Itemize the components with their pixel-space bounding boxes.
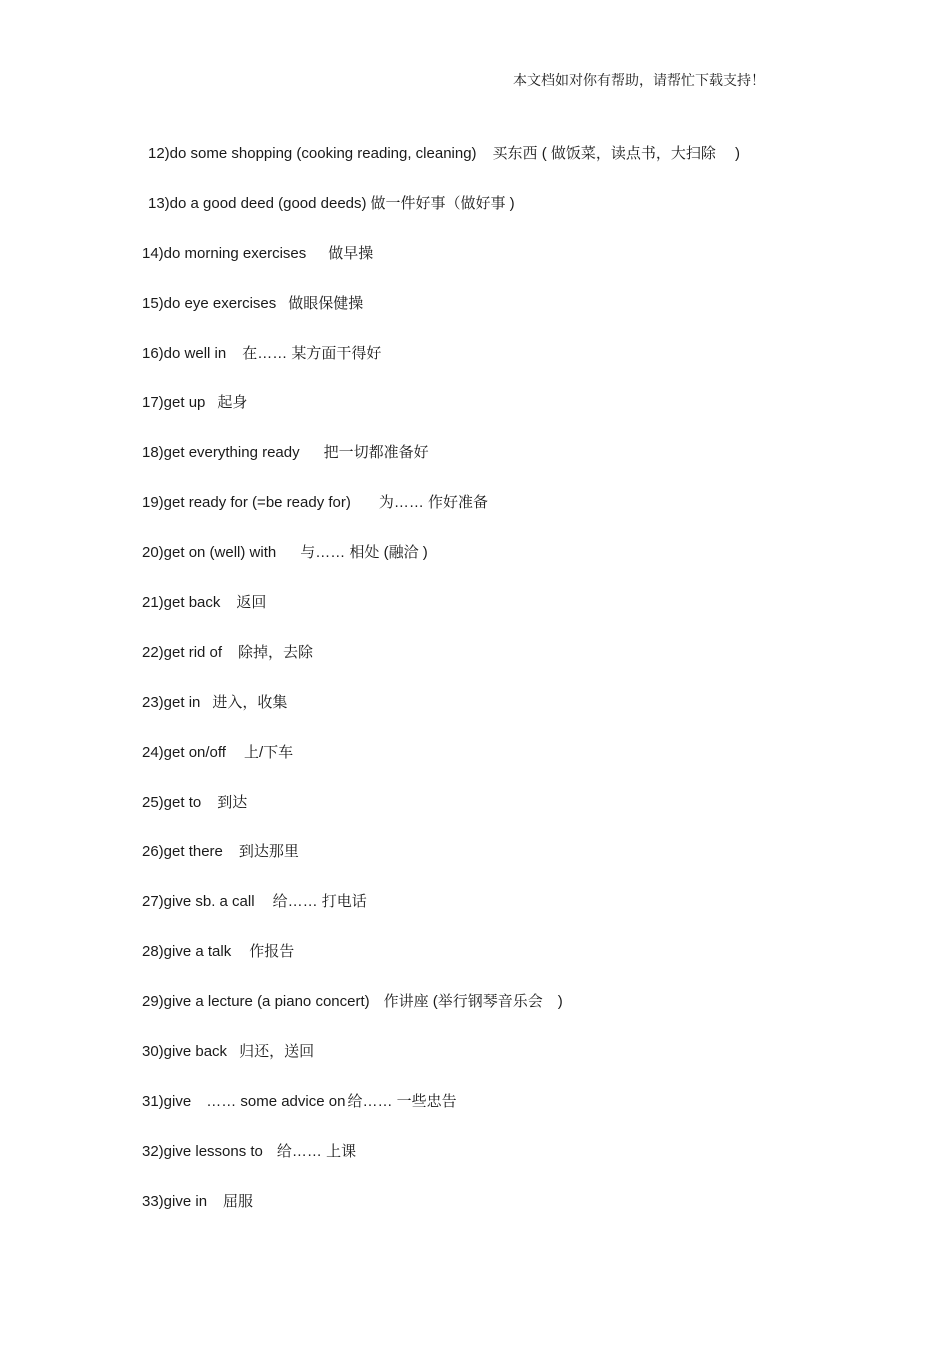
list-item bbox=[142, 592, 822, 642]
phrase-english: 24)get on/off bbox=[142, 743, 226, 761]
phrase-english: 18)get everything ready bbox=[142, 444, 300, 462]
phrase-chinese: 作讲座 (举行钢琴音乐会 ) bbox=[383, 993, 563, 1011]
list-item bbox=[142, 143, 822, 193]
phrase-english: 14)do morning exercises bbox=[142, 244, 307, 262]
list-item bbox=[142, 1191, 822, 1241]
phrase-chinese: 进入，收集 bbox=[212, 693, 288, 711]
phrase-chinese: 上/下车 bbox=[243, 743, 294, 761]
phrase-chinese: 到达 bbox=[217, 793, 248, 811]
phrase-chinese: 给…… 打电话 bbox=[272, 893, 367, 911]
list-item bbox=[142, 1041, 822, 1091]
phrase-chinese: 给…… 一些忠告 bbox=[347, 1092, 457, 1110]
list-item bbox=[142, 392, 822, 442]
phrase-list bbox=[142, 143, 822, 1241]
list-item bbox=[142, 243, 822, 293]
list-item bbox=[142, 891, 822, 941]
phrase-chinese: 买东西 ( 做饭菜，读点书，大扫除 ) bbox=[492, 145, 741, 162]
phrase-english: 20)get on (well) with bbox=[142, 544, 277, 562]
phrase-english: 29)give a lecture (a piano concert) bbox=[142, 993, 370, 1011]
phrase-chinese: 给…… 上课 bbox=[276, 1142, 357, 1160]
phrase-english: 13)do a good deed (good deeds) bbox=[148, 194, 367, 212]
phrase-chinese: 作报告 bbox=[249, 943, 295, 961]
phrase-chinese: 返回 bbox=[236, 594, 267, 612]
phrase-english: 31)give …… some advice on bbox=[142, 1092, 346, 1110]
list-item bbox=[142, 293, 822, 343]
phrase-chinese: 与…… 相处 (融洽 ) bbox=[300, 544, 428, 562]
phrase-chinese: 把一切都准备好 bbox=[323, 444, 429, 462]
phrase-chinese: 归还，送回 bbox=[239, 1043, 315, 1061]
phrase-chinese: 做眼保健操 bbox=[288, 294, 364, 312]
phrase-english: 19)get ready for (=be ready for) bbox=[142, 494, 351, 512]
phrase-english: 12)do some shopping (cooking reading, cleaning) bbox=[148, 145, 477, 162]
phrase-chinese: 起身 bbox=[217, 394, 248, 412]
phrase-english: 15)do eye exercises bbox=[142, 294, 277, 312]
phrase-chinese: 在…… 某方面干得好 bbox=[242, 344, 382, 362]
list-item bbox=[142, 542, 822, 592]
phrase-english: 32)give lessons to bbox=[142, 1142, 263, 1160]
list-item bbox=[142, 841, 822, 891]
list-item bbox=[142, 492, 822, 542]
phrase-english: 26)get there bbox=[142, 843, 223, 861]
list-item bbox=[142, 442, 822, 492]
phrase-chinese: 屈服 bbox=[223, 1192, 254, 1210]
list-item bbox=[142, 692, 822, 742]
phrase-chinese: 到达那里 bbox=[238, 843, 299, 861]
list-item bbox=[142, 792, 822, 842]
phrase-chinese: 为…… 作好准备 bbox=[378, 494, 489, 512]
list-item bbox=[142, 343, 822, 393]
list-item bbox=[142, 742, 822, 792]
phrase-english: 30)give back bbox=[142, 1043, 228, 1061]
list-item bbox=[142, 991, 822, 1041]
phrase-english: 33)give in bbox=[142, 1192, 208, 1210]
list-item bbox=[142, 1141, 822, 1191]
list-item bbox=[142, 941, 822, 991]
phrase-chinese: 做早操 bbox=[328, 244, 374, 262]
phrase-english: 23)get in bbox=[142, 693, 201, 711]
phrase-english: 28)give a talk bbox=[142, 943, 232, 961]
phrase-chinese: 做一件好事（做好事 ) bbox=[370, 194, 515, 212]
list-item bbox=[142, 193, 822, 243]
list-item bbox=[142, 642, 822, 692]
phrase-english: 17)get up bbox=[142, 394, 206, 412]
phrase-english: 25)get to bbox=[142, 793, 202, 811]
phrase-english: 22)get rid of bbox=[142, 643, 223, 661]
phrase-chinese: 除掉，去除 bbox=[238, 643, 314, 661]
phrase-english: 27)give sb. a call bbox=[142, 893, 255, 911]
phrase-english: 16)do well in bbox=[142, 344, 227, 362]
phrase-english: 21)get back bbox=[142, 594, 221, 612]
header-note: 本文档如对你有帮助，请帮忙下载支持！ bbox=[513, 72, 765, 88]
list-item bbox=[142, 1091, 822, 1141]
